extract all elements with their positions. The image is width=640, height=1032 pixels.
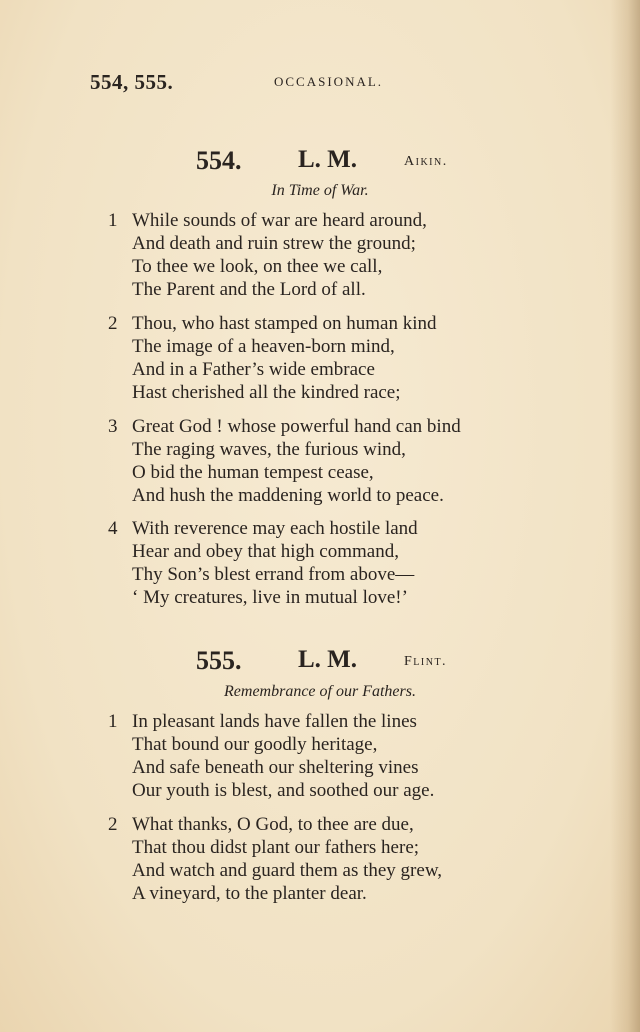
hymn-number: 555. bbox=[196, 646, 242, 675]
verse-line: Hear and obey that high command, bbox=[132, 541, 399, 562]
verse-line: The image of a heaven-born mind, bbox=[132, 336, 395, 357]
hymn-tune: Aikin. bbox=[404, 154, 448, 169]
verse-line: What thanks, O God, to thee are due, bbox=[132, 814, 414, 835]
verse-line: Great God ! whose powerful hand can bind bbox=[132, 416, 461, 437]
hymn-number: 554. bbox=[196, 146, 242, 175]
stanza-number: 2 bbox=[108, 313, 118, 334]
hymn-subtitle: In Time of War. bbox=[271, 182, 369, 199]
running-head bbox=[90, 70, 540, 98]
stanza-number: 1 bbox=[108, 711, 118, 732]
verse-line: ‘ My creatures, live in mutual love!’ bbox=[132, 587, 408, 608]
hymn-meter: L. M. bbox=[298, 146, 358, 173]
verse-line: That thou didst plant our fathers here; bbox=[132, 837, 420, 858]
verse-line: Thy Son’s blest errand from above— bbox=[132, 564, 415, 585]
verse-line: And death and ruin strew the ground; bbox=[132, 233, 416, 254]
verse-line: And in a Father’s wide embrace bbox=[132, 359, 375, 380]
verse-line: Thou, who hast stamped on human kind bbox=[132, 313, 437, 334]
verse-line: The raging waves, the furious wind, bbox=[132, 439, 406, 460]
stanza-number: 4 bbox=[108, 518, 118, 539]
verse-line: While sounds of war are heard around, bbox=[132, 210, 427, 231]
verse-line: A vineyard, to the planter dear. bbox=[132, 883, 367, 904]
verse-line: Our youth is blest, and soothed our age. bbox=[132, 780, 435, 801]
hymn-header bbox=[0, 146, 640, 180]
verse-line: To thee we look, on thee we call, bbox=[132, 256, 383, 277]
verse-line: And hush the maddening world to peace. bbox=[132, 485, 444, 506]
verse-line: That bound our goodly heritage, bbox=[132, 734, 378, 755]
verse-line: And safe beneath our sheltering vines bbox=[132, 757, 419, 778]
verse-line: O bid the human tempest cease, bbox=[132, 462, 374, 483]
verse-line: In pleasant lands have fallen the lines bbox=[132, 711, 417, 732]
section-title: OCCASIONAL. bbox=[274, 74, 384, 89]
verse-line: The Parent and the Lord of all. bbox=[132, 279, 366, 300]
hymn-header bbox=[0, 646, 640, 680]
stanza-number: 2 bbox=[108, 814, 118, 835]
hymn-meter: L. M. bbox=[298, 646, 358, 673]
hymn-subtitle: Remembrance of our Fathers. bbox=[224, 683, 416, 700]
verse-line: Hast cherished all the kindred race; bbox=[132, 382, 401, 403]
page-numbers: 554, 555. bbox=[90, 70, 174, 94]
verse-line: And watch and guard them as they grew, bbox=[132, 860, 443, 881]
stanza-number: 1 bbox=[108, 210, 118, 231]
stanza-number: 3 bbox=[108, 416, 118, 437]
verse-line: With reverence may each hostile land bbox=[132, 518, 418, 539]
hymn-tune: Flint. bbox=[404, 654, 448, 669]
